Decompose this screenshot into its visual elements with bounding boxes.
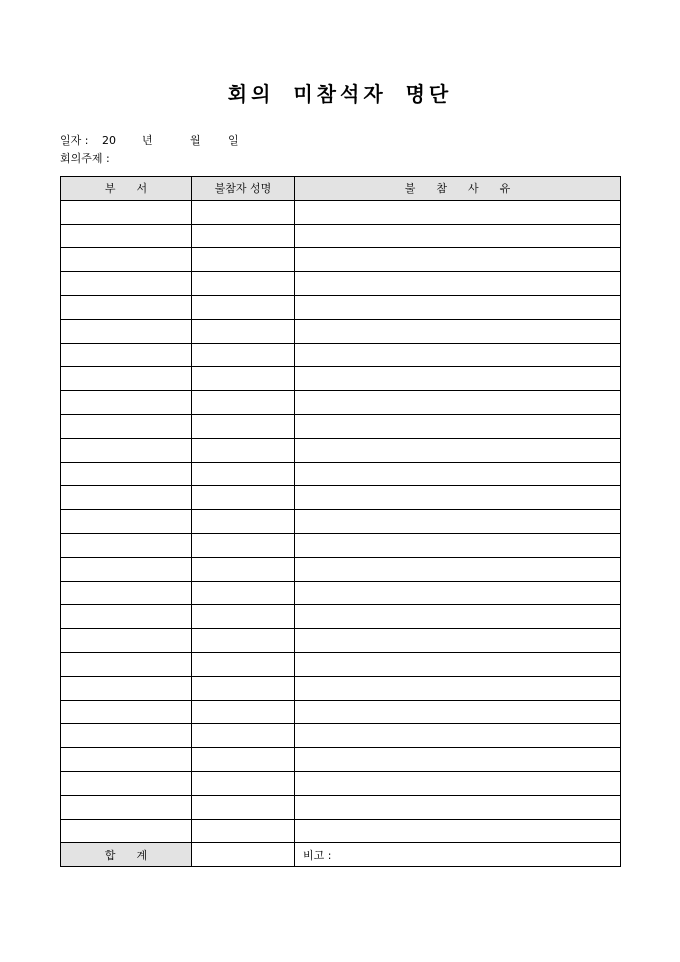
absentee-name-cell [192,795,295,819]
reason-cell [295,295,621,319]
department-cell [61,605,192,629]
absentee-name-cell [192,724,295,748]
table-row [61,652,621,676]
absentee-name-cell [192,414,295,438]
meeting-date-line [60,134,239,148]
reason-cell [295,700,621,724]
department-cell [61,700,192,724]
department-cell [61,343,192,367]
table-row [61,629,621,653]
department-cell [61,748,192,772]
absentee-name-cell [192,819,295,843]
absentee-name-cell [192,581,295,605]
reason-cell [295,272,621,296]
date-month-unit: 월 [190,134,201,147]
absentee-name-cell [192,533,295,557]
table-row [61,605,621,629]
absentee-name-cell [192,748,295,772]
table-row [61,343,621,367]
reason-cell [295,510,621,534]
table-row [61,819,621,843]
absentee-name-cell [192,343,295,367]
document-title: 회의 미참석자 명단 [227,82,453,106]
department-cell [61,319,192,343]
reason-cell [295,676,621,700]
reason-cell [295,414,621,438]
department-cell [61,676,192,700]
table-body [61,200,621,843]
department-cell [61,510,192,534]
department-cell [61,771,192,795]
table-row [61,700,621,724]
department-cell [61,272,192,296]
absentee-name-cell [192,510,295,534]
reason-cell [295,200,621,224]
absentee-name-cell [192,438,295,462]
table-header [61,177,621,201]
remarks-cell: 비고 : [295,843,621,867]
department-cell [61,486,192,510]
department-cell [61,629,192,653]
header-row [61,177,621,201]
table-footer [61,843,621,867]
table-row [61,200,621,224]
reason-cell [295,343,621,367]
department-cell [61,557,192,581]
department-cell [61,581,192,605]
reason-cell [295,248,621,272]
absentee-table [60,176,621,867]
table-row [61,414,621,438]
table-row [61,748,621,772]
absentee-name-cell [192,248,295,272]
department-cell [61,200,192,224]
table-row [61,510,621,534]
reason-cell [295,724,621,748]
reason-cell [295,819,621,843]
absentee-name-cell [192,295,295,319]
absentee-name-cell [192,676,295,700]
date-year-unit: 년 [142,134,153,147]
absentee-name-cell [192,486,295,510]
date-year-prefix: 20 [102,134,116,147]
absentee-name-cell [192,605,295,629]
reason-cell [295,391,621,415]
total-label: 합 계 [61,843,192,867]
table-row [61,248,621,272]
table-row [61,319,621,343]
reason-cell [295,557,621,581]
department-cell [61,724,192,748]
absentee-name-cell [192,391,295,415]
department-cell [61,414,192,438]
header-department: 부 서 [61,177,192,201]
table-row [61,533,621,557]
reason-cell [295,533,621,557]
reason-cell [295,224,621,248]
table-row [61,295,621,319]
reason-cell [295,748,621,772]
reason-cell [295,795,621,819]
department-cell [61,248,192,272]
table-row [61,391,621,415]
topic-label: 회의주제 : [60,152,110,165]
department-cell [61,295,192,319]
reason-cell [295,319,621,343]
table-row [61,771,621,795]
header-reason: 불 참 사 유 [295,177,621,201]
table-row [61,438,621,462]
table-row [61,557,621,581]
table-row [61,224,621,248]
reason-cell [295,629,621,653]
department-cell [61,391,192,415]
absentee-name-cell [192,224,295,248]
table-row [61,486,621,510]
meeting-topic-line [60,152,110,166]
table-row [61,795,621,819]
department-cell [61,533,192,557]
absentee-name-cell [192,200,295,224]
table-row [61,367,621,391]
department-cell [61,652,192,676]
date-label: 일자 : [60,134,92,147]
absentee-name-cell [192,700,295,724]
department-cell [61,224,192,248]
table-row [61,724,621,748]
department-cell [61,367,192,391]
table-row [61,272,621,296]
reason-cell [295,771,621,795]
reason-cell [295,486,621,510]
absentee-name-cell [192,771,295,795]
reason-cell [295,367,621,391]
header-absentee-name: 불참자 성명 [192,177,295,201]
reason-cell [295,652,621,676]
absentee-name-cell [192,462,295,486]
reason-cell [295,605,621,629]
reason-cell [295,438,621,462]
reason-cell [295,462,621,486]
date-day-unit: 일 [228,134,239,147]
reason-cell [295,581,621,605]
absentee-name-cell [192,319,295,343]
department-cell [61,462,192,486]
total-value-cell [192,843,295,867]
department-cell [61,438,192,462]
table-row [61,676,621,700]
department-cell [61,795,192,819]
table-row [61,581,621,605]
absentee-name-cell [192,557,295,581]
absentee-name-cell [192,652,295,676]
department-cell [61,819,192,843]
absentee-name-cell [192,367,295,391]
table-row [61,462,621,486]
total-row [61,843,621,867]
absentee-name-cell [192,629,295,653]
absentee-name-cell [192,272,295,296]
